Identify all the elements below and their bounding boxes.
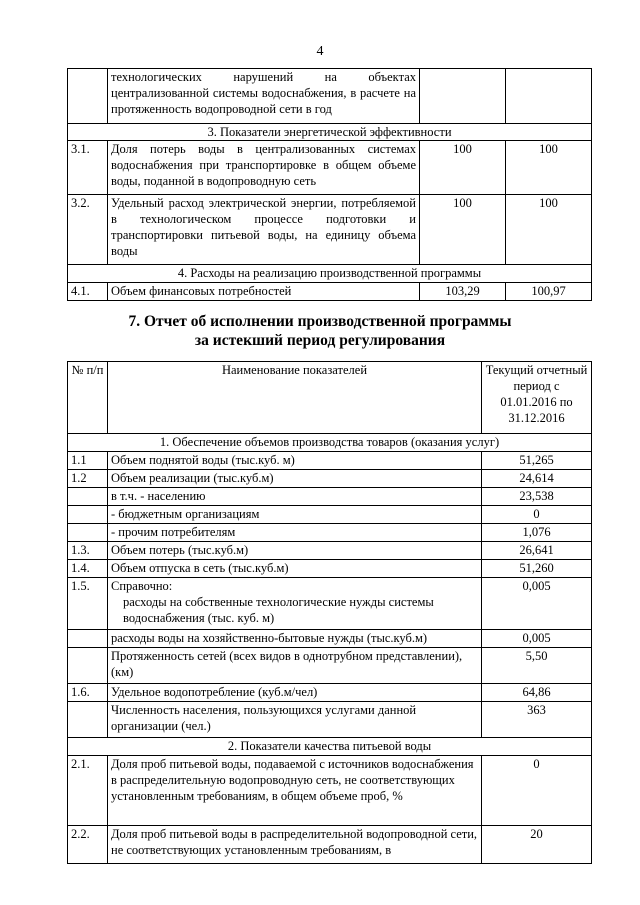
section-row — [68, 124, 592, 141]
row-text: Объем поднятой воды (тыс.куб. м) — [108, 452, 482, 470]
row-number: 1.4. — [68, 560, 108, 578]
row-text: Объем реализации (тыс.куб.м) — [108, 470, 482, 488]
table-row — [68, 630, 592, 648]
column-header-number: № п/п — [68, 362, 108, 434]
page-number: 4 — [316, 44, 324, 59]
section3-title: 3. Показатели энергетической эффективности — [68, 124, 592, 141]
row-number: 1.1 — [68, 452, 108, 470]
row-value: 23,538 — [482, 488, 592, 506]
report-heading-line2: за истекший период регулирования — [194, 332, 446, 349]
row-text — [108, 578, 482, 630]
row-value: 0,005 — [482, 630, 592, 648]
table-row — [68, 756, 592, 826]
section-row — [68, 738, 592, 756]
row-text: Доля потерь воды в централизованных системах водоснабжения при транспортировке в общем объеме воды, поданной в водопроводную сеть — [108, 141, 420, 195]
table-row — [68, 470, 592, 488]
row-value: 363 — [482, 702, 592, 738]
table-row — [68, 195, 592, 265]
row-text: Удельное водопотребление (куб.м/чел) — [108, 684, 482, 702]
continuation-text: технологических нарушений на объектах централизованной системы водоснабжения, в расчете на протяженность водопроводной сети в год — [108, 69, 420, 124]
header-row — [68, 362, 592, 434]
table-row — [68, 542, 592, 560]
production-program-report-table — [67, 361, 592, 864]
row-value: 24,614 — [482, 470, 592, 488]
row-value-2: 100 — [506, 141, 592, 195]
report-heading — [0, 312, 640, 350]
row-value-2: 100,97 — [506, 283, 592, 301]
section2-title: 2. Показатели качества питьевой воды — [68, 738, 592, 756]
row-number: 4.1. — [68, 283, 108, 301]
table-row — [68, 141, 592, 195]
row-value: 0,005 — [482, 578, 592, 630]
row-value: 0 — [482, 756, 592, 826]
row-number: 3.2. — [68, 195, 108, 265]
row-number: 1.3. — [68, 542, 108, 560]
table-row — [68, 69, 592, 124]
row-text: - бюджетным организациям — [108, 506, 482, 524]
table-row — [68, 452, 592, 470]
table-row — [68, 488, 592, 506]
row-value: 51,265 — [482, 452, 592, 470]
table-row — [68, 506, 592, 524]
row-text: Объем отпуска в сеть (тыс.куб.м) — [108, 560, 482, 578]
row-text: Объем финансовых потребностей — [108, 283, 420, 301]
table-row — [68, 560, 592, 578]
row-value: 0 — [482, 506, 592, 524]
row-text: Протяженность сетей (всех видов в однотрубном представлении), (км) — [108, 648, 482, 684]
row-text: Доля проб питьевой воды в распределительной водопроводной сети, не соответствующих установленным требованиям, в — [108, 826, 482, 864]
row-text: - прочим потребителям — [108, 524, 482, 542]
row-number: 1.6. — [68, 684, 108, 702]
row-number: 3.1. — [68, 141, 108, 195]
row-value: 64,86 — [482, 684, 592, 702]
row-text: Численность населения, пользующихся услугами данной организации (чел.) — [108, 702, 482, 738]
row-number: 1.2 — [68, 470, 108, 488]
table-row — [68, 578, 592, 630]
report-heading-line1: 7. Отчет об исполнении производственной программы — [128, 313, 512, 330]
row-number: 1.5. — [68, 578, 108, 630]
row-text: Удельный расход электрической энергии, потребляемой в технологическом процессе подготовки и транспортировки питьевой воды, на единицу объема воды — [108, 195, 420, 265]
row-value: 20 — [482, 826, 592, 864]
row-value: 1,076 — [482, 524, 592, 542]
section4-title: 4. Расходы на реализацию производственной программы — [68, 265, 592, 283]
row-text: Доля проб питьевой воды, подаваемой с источников водоснабжения в распределительную водопроводную сеть, не соответствующих установленным требованиям, в общем объеме проб, % — [108, 756, 482, 826]
table-row — [68, 524, 592, 542]
row-value-2: 100 — [506, 195, 592, 265]
column-header-name: Наименование показателей — [108, 362, 482, 434]
row-number: 2.1. — [68, 756, 108, 826]
row-text: Объем потерь (тыс.куб.м) — [108, 542, 482, 560]
row-value: 5,50 — [482, 648, 592, 684]
section-row — [68, 265, 592, 283]
column-header-period: Текущий отчетный период с 01.01.2016 по 31.12.2016 — [482, 362, 592, 434]
reference-text: расходы на собственные технологические нужды системы водоснабжения (тыс. куб. м) — [123, 595, 434, 625]
row-value-1: 103,29 — [420, 283, 506, 301]
row-value-1: 100 — [420, 141, 506, 195]
section1-title: 1. Обеспечение объемов производства товаров (оказания услуг) — [68, 434, 592, 452]
row-value: 26,641 — [482, 542, 592, 560]
table-row — [68, 702, 592, 738]
row-value-1: 100 — [420, 195, 506, 265]
table-row — [68, 283, 592, 301]
section-row — [68, 434, 592, 452]
table-row — [68, 684, 592, 702]
row-value: 51,260 — [482, 560, 592, 578]
row-text: в т.ч. - населению — [108, 488, 482, 506]
row-number: 2.2. — [68, 826, 108, 864]
row-text: расходы воды на хозяйственно-бытовые нужды (тыс.куб.м) — [108, 630, 482, 648]
efficiency-indicators-table — [67, 68, 592, 301]
reference-label: Справочно: — [111, 579, 173, 593]
table-row — [68, 648, 592, 684]
table-row — [68, 826, 592, 864]
